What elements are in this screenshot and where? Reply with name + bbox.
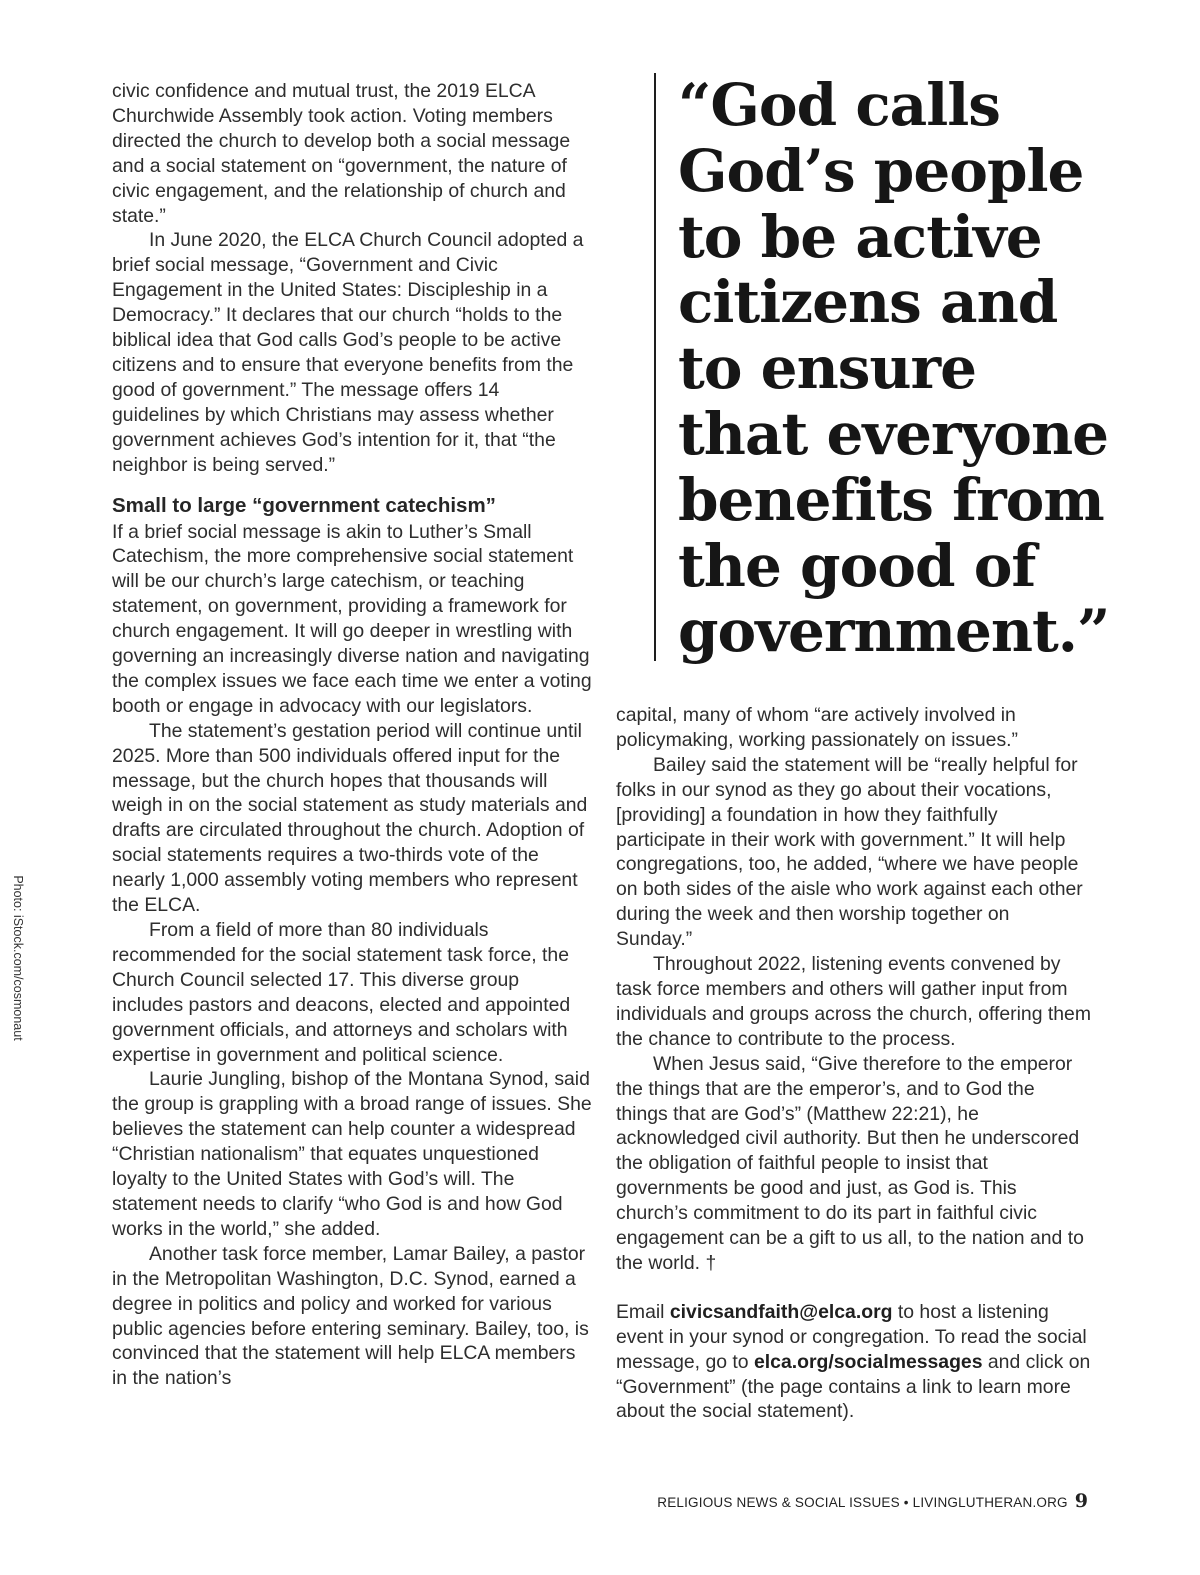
pull-quote-line: that everyone [678,399,1109,468]
pull-quote-line: “God calls [678,71,1000,139]
body-paragraph: civic confidence and mutual trust, the 2019 ELCA Churchwide Assembly took action. Voting members directed the church to develop both a social message and a social statement on “government, the nature of civic engagement, and the relationship of church and state.” [112,80,571,227]
page-number: 9 [1074,1490,1088,1512]
left-column [112,79,592,1391]
cta-text: to host a listening event in your synod or congregation. To read the social message, go to [616,1300,1087,1373]
email-link[interactable]: civicsandfaith@elca.org [669,1300,893,1323]
pull-quote-line: to be active [678,202,1042,271]
pull-quote-line: benefits from [678,465,1104,534]
call-to-action [616,1300,1091,1425]
pull-quote-line: citizens and [678,268,1058,337]
cta-text: and click on “Government” (the page contains a link to learn more about the social statement). [616,1350,1091,1423]
body-paragraph: If a brief social message is akin to Luther’s Small Catechism, the more comprehensive social statement will be our church’s large catechism, or teaching statement, on government, providing a framework for church engagement. It will go deeper in wrestling with governing an increasingly diverse nation and navigating the complex issues we face each time we enter a voting booth or engage in advocacy with our legislators. [112,520,592,717]
pull-quote [678,71,1110,666]
pull-quote-rule [654,73,656,661]
body-paragraph: From a field of more than 80 individuals recommended for the social statement task force, the Church Council selected 17. This diverse group includes pastors and deacons, elected and appointed government officials, and attorneys and scholars with expertise in government and political science. [112,919,571,1066]
body-paragraph: When Jesus said, “Give therefore to the emperor the things that are the emperor’s, and to God the things that are God’s” (Matthew 22:21), he acknowledged civil authority. But then he underscored the obligation of faithful people to insist that governments be good and just, as God is. This church’s commitment to do its part in faithful civic engagement can be a gift to us all, to the nation and to the world. † [616,1052,1084,1274]
footer-text: RELIGIOUS NEWS & SOCIAL ISSUES • LIVINGLUTHERAN.ORG [657,1495,1068,1510]
pull-quote-line: God’s people [678,136,1084,205]
page-footer [657,1490,1088,1512]
body-paragraph: The statement’s gestation period will continue until 2025. More than 500 individuals offered input for the message, but the church hopes that thousands will weigh in on the social statement as study materials and drafts are circulated throughout the church. Adoption of social statements requires a two-thirds vote of the nearly 1,000 assembly voting members who represent the ELCA. [112,719,588,917]
body-paragraph: In June 2020, the ELCA Church Council adopted a brief social message, “Government and Civic Engagement in the United States: Discipleship in a Democracy.” It declares that our church “holds to the biblical idea that God calls God’s people to be active citizens and to ensure that everyone benefits from the good of government.” The message offers 14 guidelines by which Christians may assess whether government achieves God’s intention for it, that “the neighbor is being served.” [112,229,584,476]
photo-credit: Photo: iStock.com/cosmonaut [11,875,25,1041]
social-messages-link[interactable]: elca.org/socialmessages [753,1350,983,1373]
body-paragraph: Throughout 2022, listening events convened by task force members and others will gather input from individuals and groups across the church, offering them the chance to contribute to the process. [616,953,1091,1050]
body-paragraph: capital, many of whom “are actively involved in policymaking, working passionately on issues.” [616,704,1019,751]
pull-quote-line: government.” [678,597,1110,666]
pull-quote-line: to ensure [678,334,977,403]
pull-quote-line: the good of [678,531,1036,600]
right-column [616,703,1091,1424]
body-paragraph: Laurie Jungling, bishop of the Montana Synod, said the group is grappling with a broad range of issues. She believes the statement can help counter a widespread “Christian nationalism” that equates unquestioned loyalty to the United States with God’s will. The statement needs to clarify “who God is and how God works in the world,” she added. [112,1068,592,1240]
body-paragraph: Another task force member, Lamar Bailey, a pastor in the Metropolitan Washington, D.C. Synod, earned a degree in politics and policy and worked for various public agencies before entering seminary. Bailey, too, is convinced that the statement will help ELCA members in the nation’s [112,1242,589,1390]
section-heading: Small to large “government catechism” [112,493,496,517]
cta-text: Email [616,1300,670,1323]
body-paragraph: Bailey said the statement will be “really helpful for folks in our synod as they go about their vocations, [providing] a foundation in how they faithfully participate in their work with government.” It will help congregations, too, he added, “where we have people on both sides of the aisle who work against each other during the week and then worship together on Sunday.” [616,753,1083,951]
